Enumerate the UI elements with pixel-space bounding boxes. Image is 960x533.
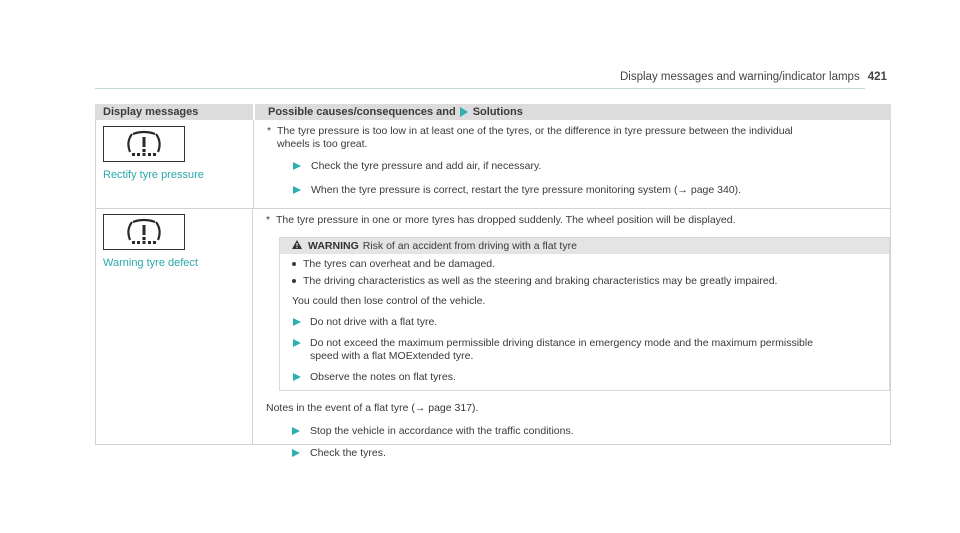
solution-step: Check the tyre pressure and add air, if necessary. bbox=[267, 160, 890, 173]
arrow-right-icon bbox=[460, 107, 468, 117]
solution-step: When the tyre pressure is correct, restart the tyre pressure monitoring system (→ page 340). bbox=[267, 184, 890, 197]
flat-tyre-notes: Notes in the event of a flat tyre (→ page 317). bbox=[266, 402, 479, 414]
column-header-display-messages: Display messages bbox=[103, 106, 199, 118]
warning-title: Risk of an accident from driving with a flat tyre bbox=[362, 240, 577, 252]
table-row bbox=[95, 120, 891, 209]
table-row bbox=[95, 209, 891, 459]
tyre-pressure-warning-icon bbox=[103, 214, 185, 250]
cause-text: * The tyre pressure in one or more tyres has dropped suddenly. The wheel position will be displayed. bbox=[266, 214, 736, 226]
step-arrow-icon bbox=[293, 373, 301, 381]
column-header-causes-solutions bbox=[253, 104, 891, 120]
message-caption: Rectify tyre pressure bbox=[103, 169, 204, 181]
page-number: 421 bbox=[867, 71, 887, 83]
step-arrow-icon bbox=[293, 318, 301, 326]
cause-text: * The tyre pressure is too low in at least one of the tyres, or the difference in tyre pressure between the individual wheels is too great. bbox=[267, 125, 793, 150]
running-header bbox=[620, 71, 887, 83]
step-arrow-icon bbox=[293, 186, 301, 194]
warning-box bbox=[279, 237, 890, 391]
message-cell bbox=[96, 120, 254, 208]
column-header-solutions-label: Solutions bbox=[472, 106, 523, 118]
step-arrow-icon bbox=[293, 162, 301, 170]
tyre-pressure-warning-icon bbox=[103, 126, 185, 162]
display-messages-table bbox=[95, 104, 891, 459]
warning-header bbox=[280, 238, 889, 254]
solution-step: Check the tyres. bbox=[266, 447, 890, 460]
solutions-cell bbox=[254, 120, 890, 208]
warning-bullet: The driving characteristics as well as the steering and braking characteristics may be greatly impaired. bbox=[280, 275, 889, 288]
warning-step: Observe the notes on flat tyres. bbox=[280, 371, 889, 384]
column-header-causes-label: Possible causes/consequences and bbox=[268, 106, 456, 118]
step-arrow-icon bbox=[293, 339, 301, 347]
warning-step: Do not exceed the maximum permissible driving distance in emergency mode and the maximum permissible speed with a flat MOExtended tyre. bbox=[280, 337, 889, 363]
warning-bullet: The tyres can overheat and be damaged. bbox=[280, 258, 889, 271]
table-header bbox=[95, 104, 891, 120]
solutions-cell bbox=[253, 209, 890, 459]
warning-step: Do not drive with a flat tyre. bbox=[280, 316, 889, 329]
header-rule bbox=[95, 88, 865, 89]
warning-note: You could then lose control of the vehicle. bbox=[292, 295, 486, 307]
step-arrow-icon bbox=[292, 427, 300, 435]
warning-body bbox=[280, 254, 889, 390]
message-cell bbox=[96, 209, 253, 444]
step-arrow-icon bbox=[292, 449, 300, 457]
solution-step: Stop the vehicle in accordance with the traffic conditions. bbox=[266, 425, 890, 438]
message-caption: Warning tyre defect bbox=[103, 257, 198, 269]
header-title: Display messages and warning/indicator lamps bbox=[620, 71, 860, 83]
warning-label: WARNING bbox=[308, 240, 359, 252]
warning-triangle-icon bbox=[292, 240, 302, 249]
